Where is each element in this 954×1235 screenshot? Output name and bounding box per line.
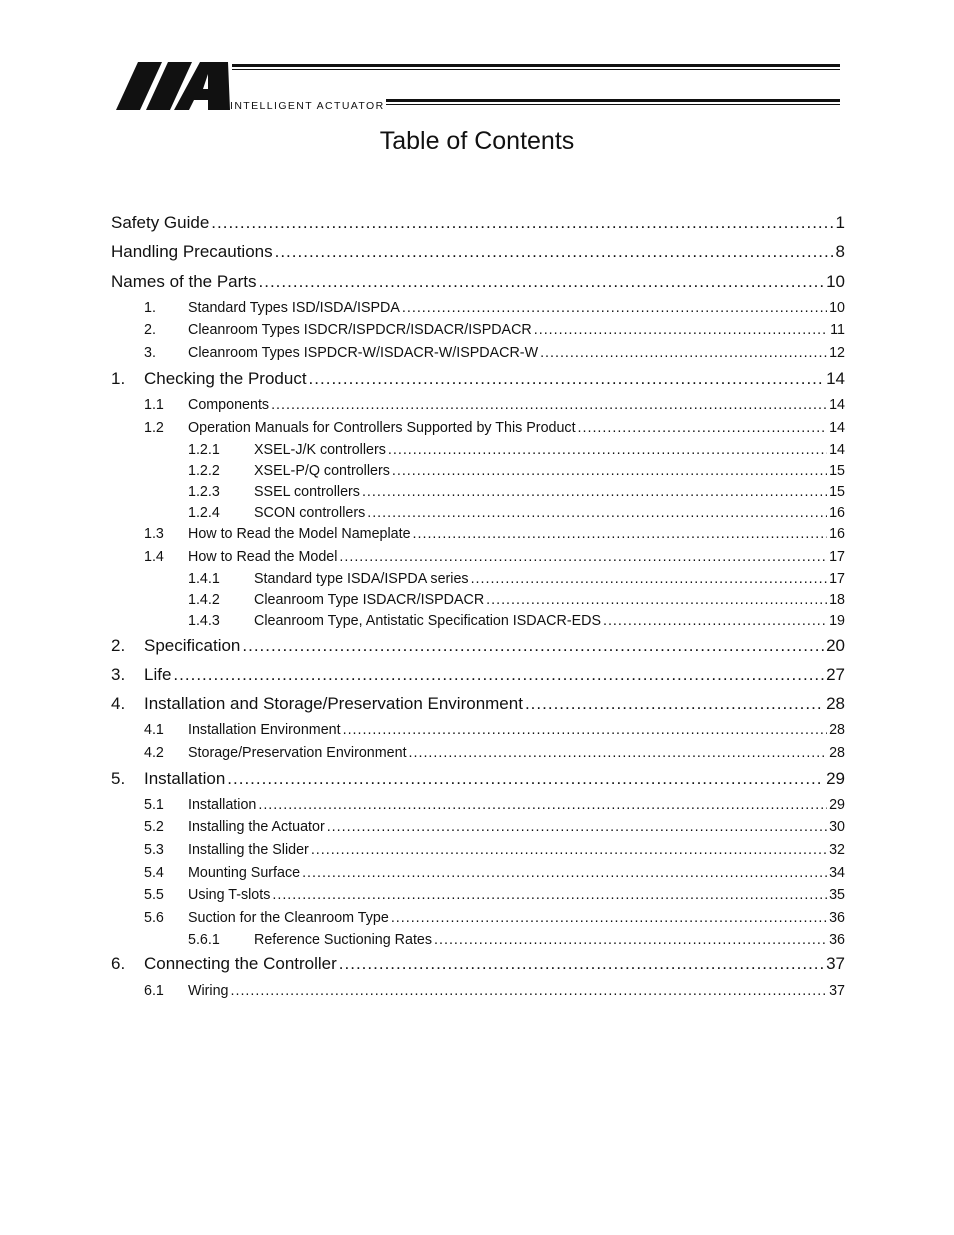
toc-entry-page: 18 [829,592,845,608]
toc-entry-number: 1.4.1 [188,571,220,587]
toc-entry[interactable] [144,300,845,316]
toc-entry[interactable] [144,322,845,338]
toc-entry-page: 27 [826,665,845,684]
toc-entry-page: 36 [829,910,845,926]
toc-entry[interactable] [111,272,845,292]
toc-entry-title: XSEL-J/K controllers [254,442,386,458]
toc-entry[interactable] [188,463,845,479]
toc-entry-page: 35 [829,887,845,903]
toc-entry[interactable] [144,887,845,903]
toc-entry-number: 3. [144,345,156,361]
toc-entry-title: Standard Types ISD/ISDA/ISPDA [188,300,400,316]
toc-entry[interactable] [111,636,845,656]
toc-entry-page: 32 [829,842,845,858]
toc-entry[interactable] [111,213,845,233]
toc-entry-page: 10 [826,272,845,291]
toc-dot-leader [434,932,827,948]
toc-entry-title: How to Read the Model Nameplate [188,526,411,542]
toc-entry[interactable] [188,505,845,521]
toc-dot-leader [311,842,827,858]
header-rule-top [232,64,840,67]
toc-entry[interactable] [144,397,845,413]
toc-dot-leader [327,819,827,835]
toc-entry-number: 5.6.1 [188,932,220,948]
toc-entry-page: 20 [826,636,845,655]
page-header [0,0,954,120]
toc-entry-number: 1.4.3 [188,613,220,629]
toc-entry-title: Safety Guide [111,213,210,232]
toc-entry-page: 10 [829,300,845,316]
toc-entry-title: Cleanroom Type, Antistatic Specification ISDACR-EDS [254,613,601,629]
toc-entry-title: Installing the Actuator [188,819,325,835]
toc-entry-number: 1.2.1 [188,442,220,458]
toc-entry-title: Using T-slots [188,887,271,903]
toc-entry-page: 14 [829,420,845,436]
toc-dot-leader [227,769,824,789]
toc-entry-number: 1.1 [144,397,164,413]
toc-entry-number: 5. [111,769,126,788]
toc-dot-leader [391,910,827,926]
toc-entry-number: 4.1 [144,722,164,738]
toc-entry-page: 8 [835,242,845,261]
toc-entry-page: 1 [835,213,845,232]
toc-entry-page: 17 [829,549,845,565]
toc-dot-leader [578,420,828,436]
toc-entry[interactable] [144,722,845,738]
toc-dot-leader [540,345,827,361]
toc-entry-number: 5.5 [144,887,164,903]
toc-entry-number: 1.2.4 [188,505,220,521]
toc-dot-leader [362,484,827,500]
toc-entry-page: 15 [829,484,845,500]
toc-entry-title: Suction for the Cleanroom Type [188,910,389,926]
toc-dot-leader [272,887,827,903]
toc-entry-number: 1. [111,369,126,388]
toc-entry-title: Components [188,397,270,413]
toc-dot-leader [413,526,828,542]
header-rule-bottom [386,99,840,102]
toc-entry-number: 1.4.2 [188,592,220,608]
toc-entry-title: Reference Suctioning Rates [254,932,433,948]
toc-entry[interactable] [188,571,845,587]
toc-entry[interactable] [144,983,845,999]
toc-dot-leader [402,300,827,316]
toc-entry-title: Standard type ISDA/ISPDA series [254,571,469,587]
toc-entry[interactable] [144,526,845,542]
toc-entry-title: Life [144,665,172,684]
toc-entry-page: 29 [829,797,845,813]
toc-entry-title: Cleanroom Type ISDACR/ISPDACR [254,592,485,608]
toc-entry-number: 3. [111,665,126,684]
toc-dot-leader [231,983,828,999]
toc-entry-title: Installing the Slider [188,842,309,858]
toc-entry[interactable] [188,932,845,948]
toc-dot-leader [392,463,827,479]
toc-dot-leader [302,865,827,881]
toc-entry-title: Operation Manuals for Controllers Supported by This Product [188,420,576,436]
toc-dot-leader [343,722,828,738]
toc-dot-leader [525,694,824,714]
toc-entry-title: Installation and Storage/Preservation Environment [144,694,523,713]
toc-entry[interactable] [111,769,845,789]
toc-entry[interactable] [111,954,845,974]
toc-dot-leader [603,613,827,629]
toc-entry[interactable] [144,842,845,858]
toc-entry-number: 5.2 [144,819,164,835]
toc-entry-page: 14 [826,369,845,388]
toc-entry-title: Storage/Preservation Environment [188,745,407,761]
toc-entry[interactable] [111,665,845,685]
toc-entry-number: 5.1 [144,797,164,813]
toc-entry[interactable] [188,592,845,608]
toc-entry-page: 15 [829,463,845,479]
toc-dot-leader [534,322,828,338]
toc-entry-page: 37 [826,954,845,973]
toc-entry-number: 4.2 [144,745,164,761]
toc-entry-number: 5.4 [144,865,164,881]
toc-entry-number: 1.2.2 [188,463,220,479]
toc-entry-page: 19 [829,613,845,629]
toc-entry-page: 34 [829,865,845,881]
toc-entry[interactable] [111,242,845,262]
toc-entry[interactable] [188,484,845,500]
toc-entry-number: 6.1 [144,983,164,999]
toc-entry-number: 6. [111,954,126,973]
toc-dot-leader [388,442,827,458]
toc-entry-page: 17 [829,571,845,587]
toc-entry-title: XSEL-P/Q controllers [254,463,390,479]
toc-entry-title: Checking the Product [144,369,307,388]
toc-entry-title: Handling Precautions [111,242,273,261]
toc-dot-leader [271,397,827,413]
toc-entry-page: 16 [829,505,845,521]
toc-entry-title: How to Read the Model [188,549,338,565]
toc-dot-leader [409,745,828,761]
toc-dot-leader [211,213,833,233]
toc-dot-leader [173,665,824,685]
toc-entry-title: Names of the Parts [111,272,257,291]
toc-entry-title: SSEL controllers [254,484,360,500]
toc-dot-leader [242,636,824,656]
toc-entry-page: 16 [829,526,845,542]
toc-dot-leader [339,954,824,974]
toc-entry-number: 4. [111,694,126,713]
header-rule-bottom-thin [386,104,840,105]
toc-dot-leader [367,505,827,521]
toc-entry-page: 12 [829,345,845,361]
toc-entry-title: Cleanroom Types ISDCR/ISPDCR/ISDACR/ISPDACR [188,322,532,338]
toc-entry-number: 1.2.3 [188,484,220,500]
header-rule-mid [232,69,840,70]
toc-entry-page: 28 [826,694,845,713]
page-title: Table of Contents [379,127,575,155]
toc-entry[interactable] [144,797,845,813]
toc-entry-number: 5.3 [144,842,164,858]
toc-entry-page: 36 [829,932,845,948]
toc-dot-leader [339,549,827,565]
toc-entry-page: 11 [830,322,845,338]
toc-entry-page: 14 [829,442,845,458]
toc-entry-page: 28 [829,745,845,761]
toc-entry-number: 1.4 [144,549,164,565]
toc-dot-leader [259,272,825,292]
toc-entry-title: Cleanroom Types ISPDCR-W/ISDACR-W/ISPDACR-W [188,345,539,361]
toc-entry-page: 14 [829,397,845,413]
toc-entry[interactable] [144,910,845,926]
toc-entry-title: SCON controllers [254,505,366,521]
toc-dot-leader [471,571,828,587]
toc-entry-number: 1.3 [144,526,164,542]
toc-entry-title: Mounting Surface [188,865,301,881]
toc-dot-leader [275,242,834,262]
toc-entry-number: 5.6 [144,910,164,926]
toc-entry[interactable] [188,613,845,629]
toc-entry[interactable] [144,865,845,881]
toc-entry-title: Wiring [188,983,229,999]
toc-entry-title: Installation [188,797,257,813]
toc-entry-page: 29 [826,769,845,788]
toc-entry-page: 30 [829,819,845,835]
toc-entry-title: Connecting the Controller [144,954,337,973]
toc-dot-leader [258,797,827,813]
toc-entry-number: 1.2 [144,420,164,436]
toc-entry-title: Installation [144,769,226,788]
toc-entry-number: 1. [144,300,156,316]
iai-logo [116,62,232,110]
toc-entry[interactable] [144,745,845,761]
toc-entry[interactable] [144,420,845,436]
toc-entry[interactable] [111,369,845,389]
toc-entry-number: 2. [111,636,126,655]
brand-text: INTELLIGENT ACTUATOR [230,100,385,112]
toc-entry-page: 28 [829,722,845,738]
toc-entry[interactable] [111,694,845,714]
toc-entry[interactable] [188,442,845,458]
toc-entry[interactable] [144,345,845,361]
toc-entry[interactable] [144,549,845,565]
toc-entry-page: 37 [829,983,845,999]
toc-entry-number: 2. [144,322,156,338]
toc-entry-title: Specification [144,636,241,655]
toc-entry-title: Installation Environment [188,722,341,738]
toc-entry[interactable] [144,819,845,835]
toc-dot-leader [486,592,827,608]
toc-dot-leader [309,369,825,389]
